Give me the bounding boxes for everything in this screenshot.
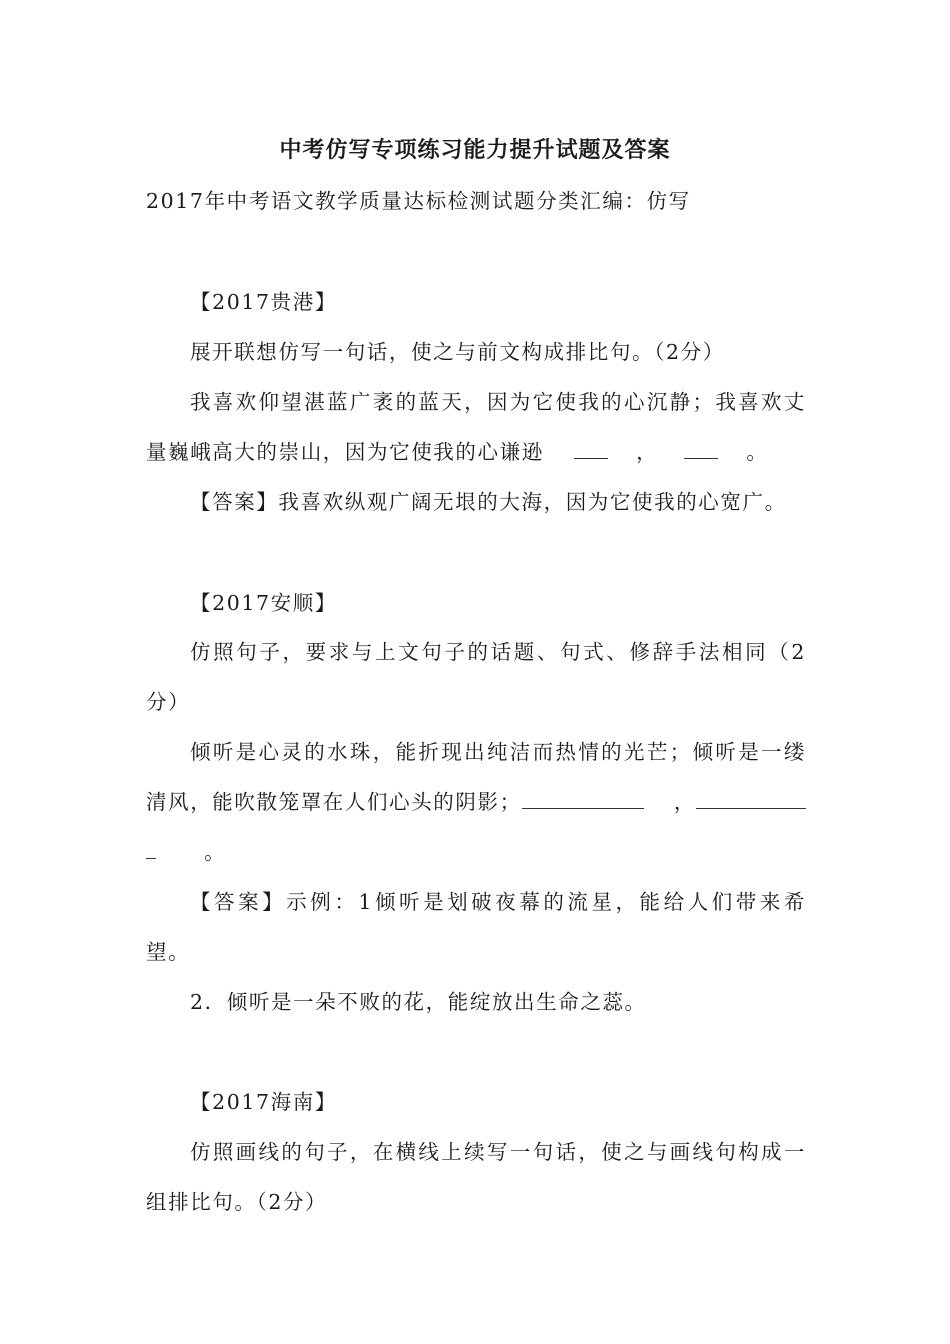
guigang-stem-text: 量巍峨高大的崇山，因为它使我的心谦逊 (146, 440, 544, 464)
guigang-stem-line2 (146, 438, 806, 466)
page-title: 中考仿写专项练习能力提升试题及答案 (279, 138, 671, 163)
anshun-instruction-line1: 仿照句子，要求与上文句子的话题、句式、修辞手法相同（2 (190, 640, 806, 664)
hainan-instruction-line2: 组排比句。（2分） (146, 1190, 328, 1214)
section-tag-hainan: 【2017海南】 (190, 1090, 337, 1114)
section-tag-guigang: 【2017贵港】 (190, 290, 337, 314)
anshun-answer-line1: 【答案】示例：1倾听是划破夜幕的流星，能给人们带来希 (190, 890, 806, 914)
section-tag-anshun: 【2017安顺】 (190, 591, 337, 615)
anshun-answer-line2: 望。 (146, 940, 191, 964)
sentence-end: 。 (204, 840, 227, 864)
hainan-instruction-line1: 仿照画线的句子，在横线上续写一句话，使之与画线句构成一 (190, 1140, 806, 1164)
guigang-instruction: 展开联想仿写一句话，使之与前文构成排比句。（2分） (190, 340, 725, 364)
answer-blank[interactable] (522, 788, 644, 809)
sentence-end: 。 (746, 440, 769, 464)
blank-separator: ， (673, 790, 696, 814)
anshun-stem-line3 (146, 838, 806, 866)
anshun-stem-line1: 倾听是心灵的水珠，能折现出纯洁而热情的光芒；倾听是一缕 (190, 740, 806, 764)
answer-blank[interactable] (696, 788, 806, 809)
answer-blank[interactable] (684, 438, 718, 459)
answer-blank[interactable] (574, 438, 608, 459)
guigang-stem-line1: 我喜欢仰望湛蓝广袤的蓝天，因为它使我的心沉静；我喜欢丈 (190, 390, 806, 414)
anshun-stem-line2 (146, 788, 806, 816)
guigang-answer: 【答案】我喜欢纵观广阔无垠的大海，因为它使我的心宽广。 (190, 490, 787, 514)
anshun-answer-line3: 2．倾听是一朵不败的花，能绽放出生命之蕊。 (190, 990, 647, 1014)
blank-separator: ， (636, 440, 659, 464)
anshun-stem-text: 清风，能吹散笼罩在人们心头的阴影； (146, 790, 522, 814)
answer-blank-continued[interactable] (146, 838, 156, 859)
subtitle: 2017年中考语文教学质量达标检测试题分类汇编：仿写 (146, 189, 691, 213)
anshun-instruction-line2: 分） (146, 690, 191, 714)
